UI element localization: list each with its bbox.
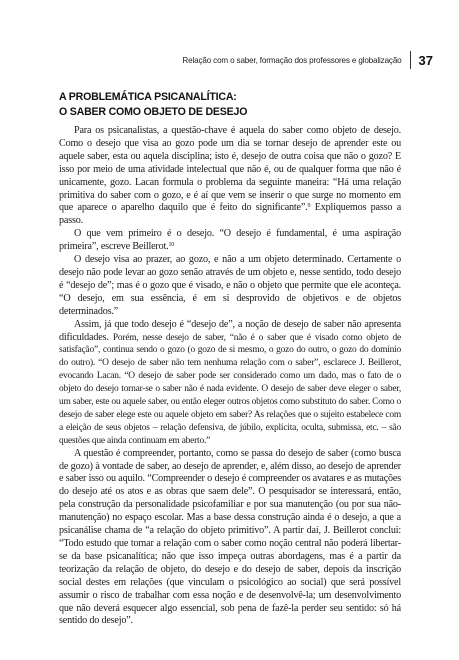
paragraph-1-end: Expliquemos passo a passo. — [59, 202, 402, 227]
paragraph-4-start: Assim, já que todo desejo é “desejo de”, a noção de desejo de saber não apresenta dificuldades. — [59, 318, 401, 343]
running-head — [182, 51, 433, 69]
body-text — [59, 125, 401, 628]
paragraph-2 — [59, 228, 401, 254]
paragraph-1 — [59, 125, 401, 228]
page-number: 37 — [418, 52, 433, 68]
paragraph-4 — [59, 319, 401, 448]
paragraph-2-text: O que vem primeiro é o desejo. “O desejo é fundamental, é uma aspiração primeira”, escreve Beillerot. — [59, 228, 401, 253]
footnote-ref-10: 10 — [168, 242, 175, 249]
section-title-line-2: O SABER COMO OBJETO DE DESEJO — [59, 106, 248, 118]
header-divider — [410, 51, 411, 69]
paragraph-3: O desejo visa ao prazer, ao gozo, e não a um objeto determinado. Certamente o desejo não pode levar ao gozo senão através de um objeto e, nesse sentido, todo desejo é “desejo de”; mas é o gozo que é visado, e não o objeto que permite que ele aconteça. “O desejo, em sua essência, é em si desprovido de objetivos e de objetos determinados.” — [59, 254, 401, 317]
section-title-line-1: A PROBLEMÁTICA PSICANALÍTICA: — [59, 91, 237, 103]
paragraph-5: A questão é compreender, portanto, como se passa do desejo de saber (como busca de gozo) à vontade de saber, ao desejo de aprender, e, além disso, ao desejo de aprender e saber isso ou aquilo. “Compreender o desejo é compreender os avatares e as mutações do desejo até os atos e as obras que saem dele”. O pesquisador se interessará, então, pela construção da personalidade psicofamiliar e por sua manutenção (ou por sua não-manutenção) no espaço escolar. Mas a base dessa construção ainda é o desejo, a que a psicanálise chama de “a relação do objeto primitivo”. A partir daí, J. Beillerot conclui: “Todo estudo que tomar a relação com o saber como noção central não poderá libertar-se da base psicanalítica; não que isso impeça outras abordagens, mas é a partir da teorização da relação de objeto, do desejo e do desejo de saber, depois da inscrição social destes em relações (que vinculam o psicológico ao social) que será possível assumir o risco de trabalhar com essa noção e de desenvolvê-la; um desenvolvimento que não deverá esquecer algo essencial, sob pena de fazê-la perder seu sentido: só há sentido do desejo”. — [59, 447, 401, 627]
running-title: Relação com o saber, formação dos professores e globalização — [182, 55, 402, 65]
paragraph-4-condensed: Porém, nesse desejo de saber, “não é o saber que é visado como objeto de satisfação”, continua sendo o gozo (o gozo de si mesmo, o gozo do outro, o gozo do domínio do outro). “O desejo de saber não tem nenhuma relação com o saber”, esclarece J. Beillerot, evocando Lacan. “O desejo de saber pode ser considerado como um dado, mas o fato de o objeto do desejo tornar-se o saber não é nada evidente. O desejo de saber deve eleger o saber, um saber, este ou aquele saber, ou então eleger outros objetos como substituto do saber. Como o desejo de saber elege este ou aquele objeto em saber? As relações que o sujeito estabelece com a eleição de seus objetos – relação defensiva, de júbilo, explícita, oculta, submissa, etc. – são questões que ainda continuam em aberto.” — [59, 332, 401, 446]
footnote-ref-9: 9 — [307, 203, 311, 210]
section-title — [59, 90, 399, 120]
paragraph-1-text: Para os psicanalistas, a questão-chave é aquela do saber como objeto de desejo. Como o desejo que visa ao gozo pode um dia se tornar desejo de aprender este ou aquele saber, esta ou aquela disciplina; isto é, desejo de outra coisa que não o gozo? E isso por meio de uma atividade intelectual que não é, ou de qualquer forma que não é unicamente, gozo. Lacan formula o problema da seguinte maneira: “Há uma relação primitiva do saber com o gozo, e é aí que vem se inserir o que surge no momento em que aparece o aparelho daquilo que é feito do significante”. — [59, 125, 401, 214]
